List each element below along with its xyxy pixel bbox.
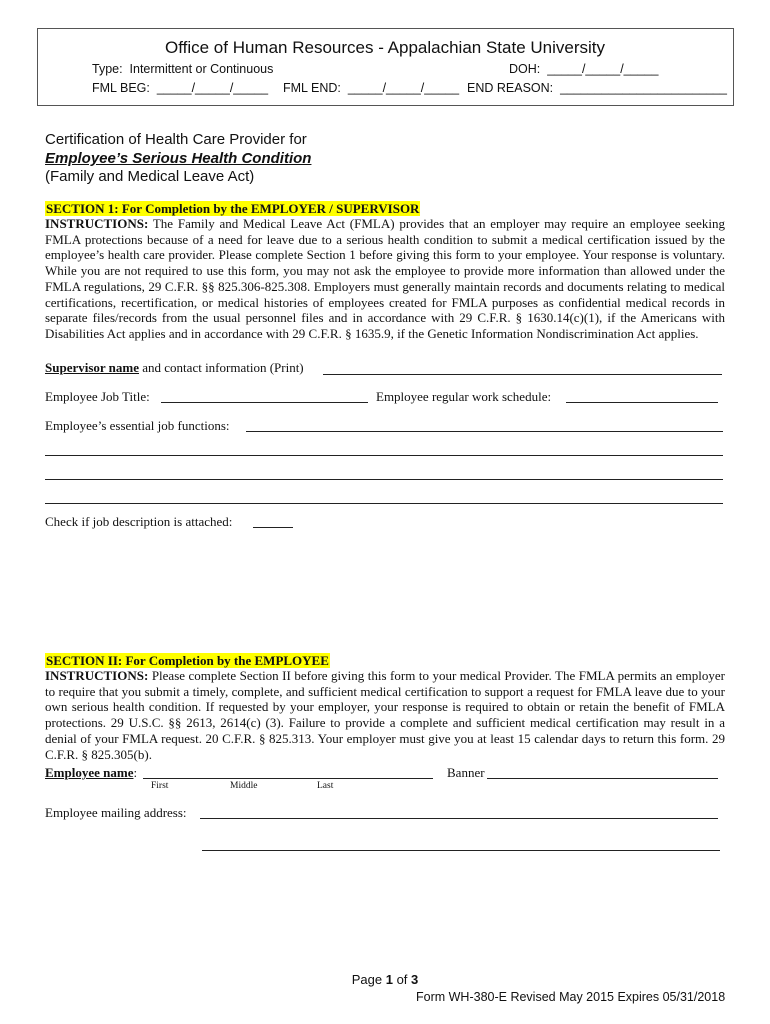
supervisor-name-label: Supervisor name [45,360,140,375]
first-name-sublabel: First [151,781,169,791]
banner-field[interactable] [487,778,718,779]
job-functions-field-3[interactable] [45,479,723,480]
employee-name-label: Employee name [45,765,134,780]
work-schedule-label: Employee regular work schedule: [376,389,552,404]
office-title: Office of Human Resources - Appalachian State University [164,38,605,57]
section1-heading: SECTION 1: For Completion by the EMPLOYER / SUPERVISOR [46,201,420,216]
section2-instructions-label: INSTRUCTIONS: [45,668,149,683]
supervisor-name-label-wrap [45,360,304,376]
mailing-address-field-2[interactable] [202,850,720,851]
job-title-label: Employee Job Title: [45,389,150,404]
job-functions-field-2[interactable] [45,455,723,456]
mailing-address-label: Employee mailing address: [45,805,187,820]
page-number [0,972,770,987]
section1-instructions-text: The Family and Medical Leave Act (FMLA) provides that an employer may require an employee seeking FMLA protections because of a need for leave due to a serious health condition to submit a medical certification issued by the employee’s health care provider. Please complete Section 1 before giving this form to your employee. Your response is voluntary. While you are not required to use this form, you may not ask the employee to provide more information than allowed under the FMLA regulations, 29 C.F.R. §§ 825.306-825.308. Employers must generally maintain records and documents relating to medical certifications, recertification, or medical histories of employees created for FMLA purposes as confidential medical records in separate files/records from the usual personnel files and in accordance with 29 C.F.R. § 1630.14(c)(1), if the Americans with Disabilities Act applies and in accordance with 29 C.F.R. § 1635.9, if the Genetic Information Nondiscrimination Act applies. [45,216,725,341]
certification-act: (Family and Medical Leave Act) [45,168,255,185]
form-id: Form WH-380-E Revised May 2015 Expires 05/31/2018 [416,990,726,1004]
fml-end-field[interactable]: FML END: _____/_____/_____ [283,81,460,95]
page-of: of [392,972,412,987]
work-schedule-field[interactable] [566,402,718,403]
last-name-sublabel: Last [317,781,334,791]
supervisor-contact-label: and contact information (Print) [139,360,304,375]
job-functions-label: Employee’s essential job functions: [45,418,230,433]
type-line: Type: Intermittent or Continuous [92,62,274,76]
job-description-check-field[interactable] [253,527,293,528]
job-description-label: Check if job description is attached: [45,514,233,529]
employee-name-colon: : [133,765,138,780]
fml-beg-field[interactable]: FML BEG: _____/_____/_____ [92,81,269,95]
banner-label: Banner [447,765,485,780]
section2-instructions [45,668,725,762]
employee-name-field[interactable] [143,778,433,779]
page-current: 1 [385,972,393,987]
section1-instructions-label: INSTRUCTIONS: [45,216,149,231]
job-functions-field-4[interactable] [45,503,723,504]
mailing-address-field-1[interactable] [200,818,718,819]
middle-name-sublabel: Middle [230,781,258,791]
section2-instructions-text: Please complete Section II before giving this form to your medical Provider. The FMLA permits an employer to require that you submit a timely, complete, and sufficient medical certification to support a request for FMLA leave due to your own serious health condition. If requested by your employer, your response is required to obtain or retain the benefit of FMLA protections. 29 U.S.C. §§ 2613, 2614(c) (3). Failure to provide a complete and sufficient medical certification may result in a denial of your FMLA request. 20 C.F.R. § 825.313. Your employer must give you at least 15 calendar days to return this form. 29 C.F.R. § 825.305(b). [45,668,725,762]
end-reason-field[interactable]: END REASON: ________________________ [467,81,727,95]
supervisor-name-field[interactable] [323,374,722,375]
section2-heading: SECTION II: For Completion by the EMPLOYEE [46,653,329,668]
certification-title: Certification of Health Care Provider for [45,131,307,148]
job-functions-field-1[interactable] [246,431,723,432]
certification-subtitle: Employee’s Serious Health Condition [45,150,312,167]
employee-name-label-wrap [45,765,137,781]
section1-instructions [45,216,725,342]
page-prefix: Page [351,972,386,987]
job-title-field[interactable] [161,402,368,403]
page-total: 3 [411,972,419,987]
doh-field[interactable]: DOH: _____/_____/_____ [509,62,659,76]
